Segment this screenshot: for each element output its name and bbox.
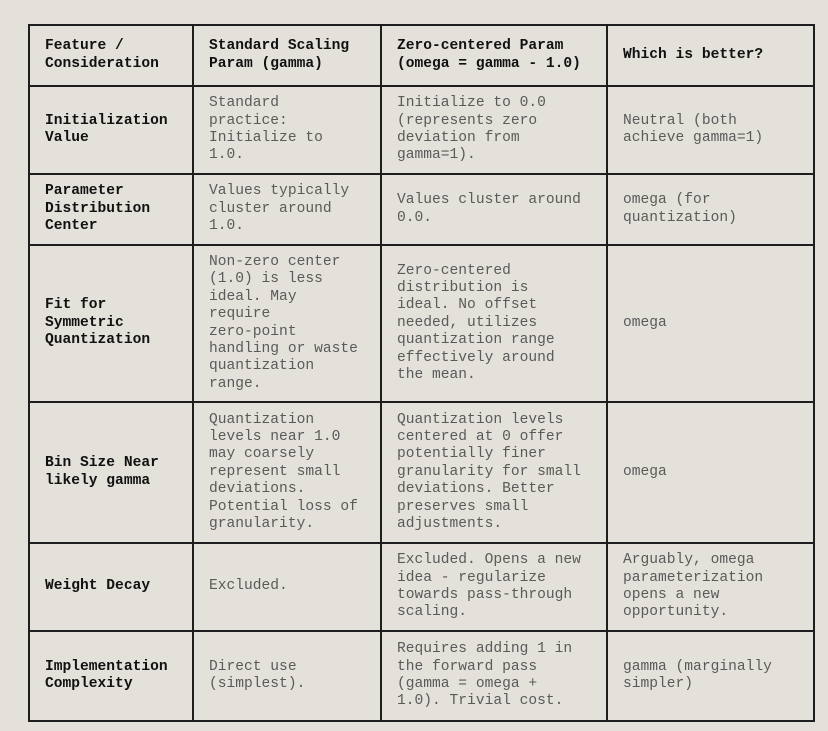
feature-cell: Weight Decay (29, 543, 193, 631)
omega-cell: Initialize to 0.0 (represents zero deviation from gamma=1). (381, 86, 607, 174)
table-row (29, 245, 814, 402)
omega-cell: Quantization levels centered at 0 offer potentially finer granularity for small deviations. Better preserves small adjustments. (381, 402, 607, 543)
gamma-cell: Standard practice: Initialize to 1.0. (193, 86, 381, 174)
header-feature: Feature / Consideration (29, 25, 193, 86)
gamma-cell: Excluded. (193, 543, 381, 631)
feature-cell: Fit for Symmetric Quantization (29, 245, 193, 402)
better-cell: omega (607, 245, 814, 402)
better-cell: Arguably, omega parameterization opens a new opportunity. (607, 543, 814, 631)
gamma-cell: Direct use (simplest). (193, 631, 381, 721)
feature-cell: Bin Size Near likely gamma (29, 402, 193, 543)
feature-cell: Initialization Value (29, 86, 193, 174)
better-cell: omega (607, 402, 814, 543)
table-row (29, 631, 814, 721)
comparison-table (28, 24, 815, 722)
omega-cell: Values cluster around 0.0. (381, 174, 607, 245)
better-cell: gamma (marginally simpler) (607, 631, 814, 721)
gamma-cell: Non-zero center (1.0) is less ideal. May require zero-point handling or waste quantization range. (193, 245, 381, 402)
header-row (29, 25, 814, 86)
feature-cell: Parameter Distribution Center (29, 174, 193, 245)
better-cell: Neutral (both achieve gamma=1) (607, 86, 814, 174)
table-row (29, 86, 814, 174)
table-row (29, 402, 814, 543)
omega-cell: Zero-centered distribution is ideal. No offset needed, utilizes quantization range effectively around the mean. (381, 245, 607, 402)
header-gamma: Standard Scaling Param (gamma) (193, 25, 381, 86)
feature-cell: Implementation Complexity (29, 631, 193, 721)
omega-cell: Requires adding 1 in the forward pass (gamma = omega + 1.0). Trivial cost. (381, 631, 607, 721)
table-row (29, 174, 814, 245)
better-cell: omega (for quantization) (607, 174, 814, 245)
omega-cell: Excluded. Opens a new idea - regularize towards pass-through scaling. (381, 543, 607, 631)
table-row (29, 543, 814, 631)
header-better: Which is better? (607, 25, 814, 86)
gamma-cell: Values typically cluster around 1.0. (193, 174, 381, 245)
gamma-cell: Quantization levels near 1.0 may coarsely represent small deviations. Potential loss of granularity. (193, 402, 381, 543)
header-omega: Zero-centered Param (omega = gamma - 1.0) (381, 25, 607, 86)
